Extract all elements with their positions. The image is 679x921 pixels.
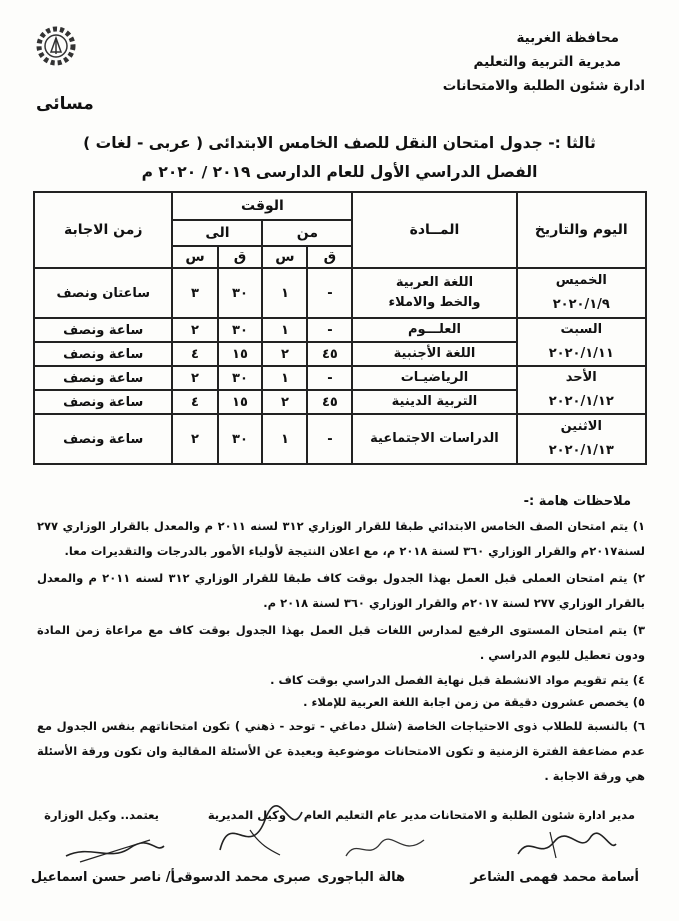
directorate-label: مديرية التربية والتعليم bbox=[473, 54, 621, 70]
day-label: الاثنين bbox=[560, 419, 602, 434]
day-date-cell bbox=[517, 414, 646, 464]
day-date-cell bbox=[517, 268, 646, 318]
to-minutes-cell: ٣٠ bbox=[218, 318, 263, 342]
table-row bbox=[34, 414, 646, 464]
from-hour-cell: ١ bbox=[262, 318, 307, 342]
header-to-s: س bbox=[172, 246, 217, 268]
subject-cell: الرياضيـات bbox=[352, 366, 516, 390]
page-title: ثالثا :- جدول امتحان النقل للصف الخامس الابتدائى ( عربى - لغات ) bbox=[83, 134, 596, 152]
note-item: ١) يتم امتحان الصف الخامس الابتدائي طبقا للقرار الوزاري ٣١٢ لسنه ٢٠١١ م والمعدل بالقرار الوزاري ٢٧٧ لسنة٢٠١٧م والقرار الوزاري ٣٦٠ لسنة ٢٠١٨ م، مع اعلان النتيجة لأولياء الأمور بالدرجات والتقديرات معا. bbox=[37, 519, 645, 558]
duration-cell: ساعة ونصف bbox=[34, 318, 172, 342]
to-hour-cell: ٢ bbox=[172, 366, 217, 390]
day-date-cell bbox=[517, 366, 646, 414]
signature-title-1: مدير ادارة شئون الطلبة و الامتحانات bbox=[429, 808, 635, 822]
signature-title-3: وكيل المديرية bbox=[207, 808, 286, 822]
header-to: الى bbox=[172, 220, 262, 246]
to-hour-cell: ٣ bbox=[172, 268, 217, 318]
duration-cell: ساعتان ونصف bbox=[34, 268, 172, 318]
duration-cell: ساعة ونصف bbox=[34, 342, 172, 366]
session-label: مسائى bbox=[36, 94, 94, 114]
signature-name-3: صبرى محمد الدسوقى bbox=[170, 870, 311, 885]
subject-cell: الدراسات الاجتماعية bbox=[352, 414, 516, 464]
header-day-date: اليوم والتاريخ bbox=[517, 192, 646, 268]
to-hour-cell: ٢ bbox=[172, 414, 217, 464]
header-subject: المــادة bbox=[352, 192, 516, 268]
note-item: ٢) يتم امتحان العملى قبل العمل بهذا الجدول بوقت كاف طبقا للقرار الوزاري ٣١٢ لسنه ٢٠١١ م والمعدل بالقرار الوزاري ٢٧٧ لسنة ٢٠١٧م والقرار الوزاري ٣٦٠ لسنة ٢٠١٨ م. bbox=[37, 571, 646, 610]
day-label: الخميس bbox=[555, 273, 607, 288]
from-hour-cell: ١ bbox=[262, 366, 307, 390]
header-time: الوقت bbox=[172, 192, 352, 220]
duration-cell: ساعة ونصف bbox=[34, 414, 172, 464]
subject-cell: اللغة الأجنبية bbox=[352, 342, 516, 366]
department-label: ادارة شئون الطلبة والامتحانات bbox=[442, 78, 645, 94]
to-hour-cell: ٢ bbox=[172, 318, 217, 342]
signature-name-1: أسامة محمد فهمى الشاعر bbox=[470, 870, 639, 885]
governorate-label: محافظة الغربية bbox=[516, 30, 619, 46]
duration-cell: ساعة ونصف bbox=[34, 390, 172, 414]
from-hour-cell: ٢ bbox=[262, 390, 307, 414]
ministry-logo bbox=[34, 16, 78, 76]
signature-title-2: مدير عام التعليم العام bbox=[303, 808, 427, 822]
subject-cell: العلـــوم bbox=[352, 318, 516, 342]
from-hour-cell: ١ bbox=[262, 414, 307, 464]
header-from: من bbox=[262, 220, 352, 246]
table-row bbox=[34, 268, 646, 318]
handwritten-signature-2 bbox=[340, 830, 430, 866]
page-subtitle: الفصل الدراسي الأول للعام الدارسى ٢٠١٩ / ٢٠٢٠ م bbox=[141, 163, 538, 181]
header-duration: زمن الاجابة bbox=[34, 192, 172, 268]
date-label: ٢٠٢٠/١/١٢ bbox=[548, 394, 614, 409]
to-minutes-cell: ٣٠ bbox=[218, 366, 263, 390]
day-label: السبت bbox=[560, 322, 603, 337]
header-to-q: ق bbox=[218, 246, 263, 268]
note-item: ٤) يتم تقويم مواد الانشطة قبل نهاية الفصل الدراسي بوقت كاف . bbox=[270, 673, 645, 687]
from-hour-cell: ١ bbox=[262, 268, 307, 318]
to-hour-cell: ٤ bbox=[172, 342, 217, 366]
to-hour-cell: ٤ bbox=[172, 390, 217, 414]
table-row bbox=[34, 318, 646, 342]
handwritten-signature-3 bbox=[207, 800, 310, 870]
note-item: ٦) بالنسبة للطلاب ذوى الاحتياجات الخاصة (شلل دماغي - توحد - ذهني ) تكون امتحاناتهم بنفس الجدول مع عدم مضاعفة الفترة الزمنية و تكون الامتحانات موضوعية وبعيدة عن الأسئلة المقالية وان تكون ورقة الأسئلة هي ورقة الاجابة . bbox=[37, 719, 645, 783]
day-date-cell bbox=[517, 318, 646, 366]
signature-title-4: يعتمد.. وكيل الوزارة bbox=[44, 808, 159, 822]
to-minutes-cell: ٣٠ bbox=[218, 414, 263, 464]
exam-schedule-table bbox=[33, 191, 647, 465]
from-minutes-cell: - bbox=[307, 268, 352, 318]
header-from-s: س bbox=[262, 246, 307, 268]
date-label: ٢٠٢٠/١/٩ bbox=[552, 297, 610, 312]
header-from-q: ق bbox=[307, 246, 352, 268]
notes-title: ملاحظات هامة :- bbox=[523, 494, 631, 509]
table-row bbox=[34, 366, 646, 390]
note-item: ٥) يخصص عشرون دقيقة من زمن اجابة اللغة العربية للإملاء . bbox=[303, 695, 645, 709]
duration-cell: ساعة ونصف bbox=[34, 366, 172, 390]
day-label: الأحد bbox=[565, 370, 597, 385]
signature-name-4: أ/ ناصر حسن اسماعيل bbox=[30, 870, 175, 885]
note-item: ٣) يتم امتحان المستوى الرفيع لمدارس اللغات قبل العمل بهذا الجدول بوقت كاف مع مراعاة زمن المادة ودون تعطيل لليوم الدراسي . bbox=[37, 623, 645, 662]
to-minutes-cell: ١٥ bbox=[218, 390, 263, 414]
handwritten-signature-1 bbox=[510, 824, 620, 866]
handwritten-signature-4 bbox=[60, 832, 170, 872]
to-minutes-cell: ١٥ bbox=[218, 342, 263, 366]
from-minutes-cell: ٤٥ bbox=[307, 342, 352, 366]
from-minutes-cell: - bbox=[307, 414, 352, 464]
signature-name-2: هالة الباجورى bbox=[317, 870, 405, 885]
from-minutes-cell: - bbox=[307, 318, 352, 342]
from-minutes-cell: - bbox=[307, 366, 352, 390]
subject-cell: اللغة العربية والخط والاملاء bbox=[352, 268, 516, 318]
from-minutes-cell: ٤٥ bbox=[307, 390, 352, 414]
subject-cell: التربية الدينية bbox=[352, 390, 516, 414]
date-label: ٢٠٢٠/١/١٣ bbox=[548, 443, 614, 458]
date-label: ٢٠٢٠/١/١١ bbox=[548, 346, 614, 361]
from-hour-cell: ٢ bbox=[262, 342, 307, 366]
to-minutes-cell: ٣٠ bbox=[218, 268, 263, 318]
